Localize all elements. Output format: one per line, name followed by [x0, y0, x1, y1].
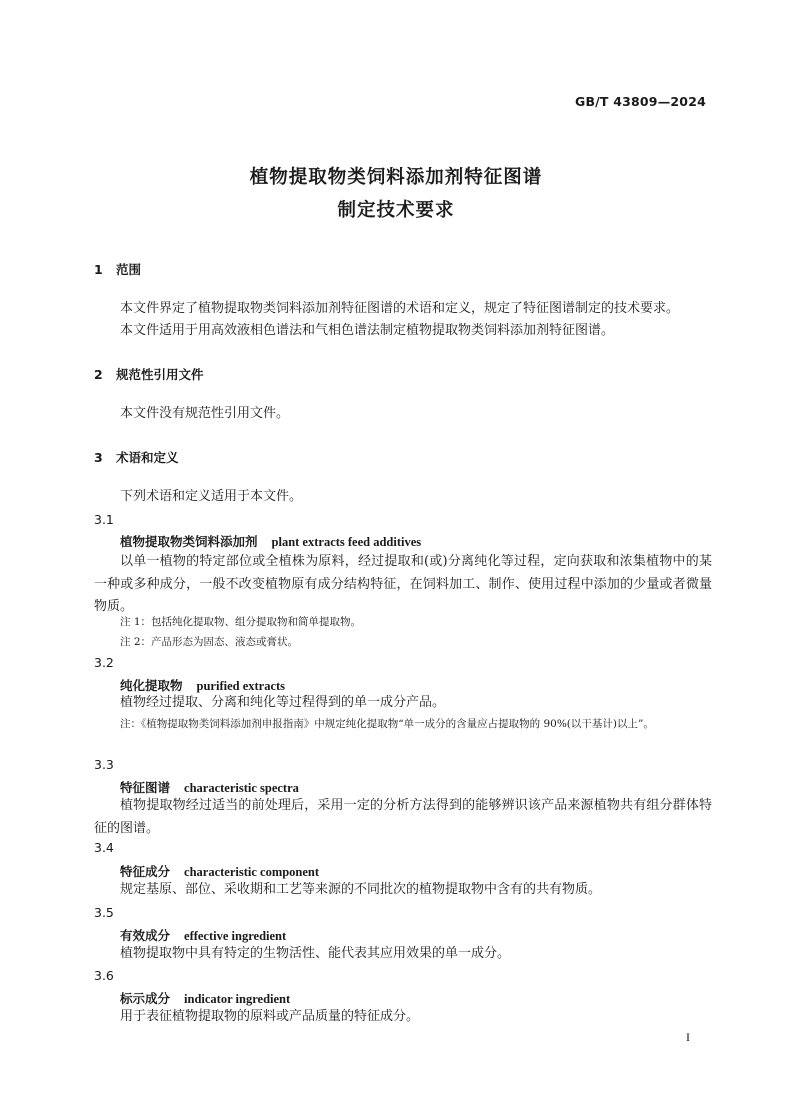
term-chinese: 特征成分	[120, 864, 171, 879]
term-3-4-title	[120, 862, 319, 880]
section-1-heading	[94, 260, 141, 278]
term-3-1-note-1: 注 1：包括纯化提取物、组分提取物和简单提取物。	[120, 616, 362, 628]
term-3-6-definition: 用于表征植物提取物的原料或产品质量的特征成分。	[120, 1009, 420, 1024]
term-english: plant extracts feed additives	[271, 535, 422, 549]
section-number: 1	[94, 262, 103, 277]
term-3-1-number: 3.1	[94, 512, 114, 527]
section-3-intro: 下列术语和定义适用于本文件。	[120, 489, 303, 504]
term-3-3-title	[120, 778, 299, 796]
term-chinese: 特征图谱	[120, 780, 171, 795]
section-1-paragraph-2: 本文件适用于用高效液相色谱法和气相色谱法制定植物提取物类饲料添加剂特征图谱。	[120, 323, 615, 338]
term-3-6-title	[120, 989, 290, 1007]
term-3-3-number: 3.3	[94, 757, 114, 772]
term-3-5-definition: 植物提取物中具有特定的生物活性、能代表其应用效果的单一成分。	[120, 946, 511, 961]
term-chinese: 植物提取物类饲料添加剂	[120, 534, 258, 549]
term-3-1-title	[120, 532, 421, 550]
section-3-heading	[94, 448, 179, 466]
section-title: 范围	[116, 262, 142, 277]
term-english: purified extracts	[196, 679, 286, 693]
term-3-3-definition: 植物提取物经过适当的前处理后，采用一定的分析方法得到的能够辨识该产品来源植物共有组分群体特征的图谱。	[94, 798, 712, 836]
term-chinese: 标示成分	[120, 991, 171, 1006]
term-3-2-title	[120, 676, 285, 694]
term-english: characteristic spectra	[184, 781, 299, 795]
standard-number: GB/T 43809—2024	[574, 94, 706, 109]
section-1-paragraph-1: 本文件界定了植物提取物类饲料添加剂特征图谱的术语和定义，规定了特征图谱制定的技术要求。	[120, 301, 680, 316]
term-3-1-definition: 以单一植物的特定部位或全植株为原料，经过提取和(或)分离纯化等过程，定向获取和浓集植物中的某一种或多种成分，一般不改变植物原有成分结构特征，在饲料加工、制作、使用过程中添加的少量或者微量物质。	[94, 554, 712, 614]
term-english: characteristic component	[184, 865, 320, 879]
term-3-6-number: 3.6	[94, 968, 114, 983]
term-3-2-note: 注：《植物提取物类饲料添加剂申报指南》中规定纯化提取物“单一成分的含量应占提取物的 90%(以干基计)以上”。	[120, 718, 654, 730]
term-3-2-definition: 植物经过提取、分离和纯化等过程得到的单一成分产品。	[120, 695, 446, 710]
term-3-1-note-2: 注 2：产品形态为固态、液态或膏状。	[120, 636, 299, 648]
section-2-paragraph-1: 本文件没有规范性引用文件。	[120, 406, 290, 421]
term-english: effective ingredient	[184, 929, 287, 943]
term-3-5-title	[120, 926, 286, 944]
section-title: 规范性引用文件	[116, 367, 204, 382]
page-number: I	[686, 1030, 690, 1044]
section-title: 术语和定义	[116, 450, 179, 465]
document-title-line-2: 制定技术要求	[337, 200, 455, 221]
term-chinese: 纯化提取物	[120, 678, 183, 693]
term-3-5-number: 3.5	[94, 905, 114, 920]
term-english: indicator ingredient	[184, 992, 291, 1006]
term-3-4-definition: 规定基原、部位、采收期和工艺等来源的不同批次的植物提取物中含有的共有物质。	[120, 882, 602, 897]
term-chinese: 有效成分	[120, 928, 171, 943]
section-number: 2	[94, 367, 103, 382]
section-2-heading	[94, 365, 204, 383]
section-number: 3	[94, 450, 103, 465]
term-3-2-number: 3.2	[94, 655, 114, 670]
term-3-4-number: 3.4	[94, 840, 114, 855]
document-title-line-1: 植物提取物类饲料添加剂特征图谱	[249, 167, 543, 188]
